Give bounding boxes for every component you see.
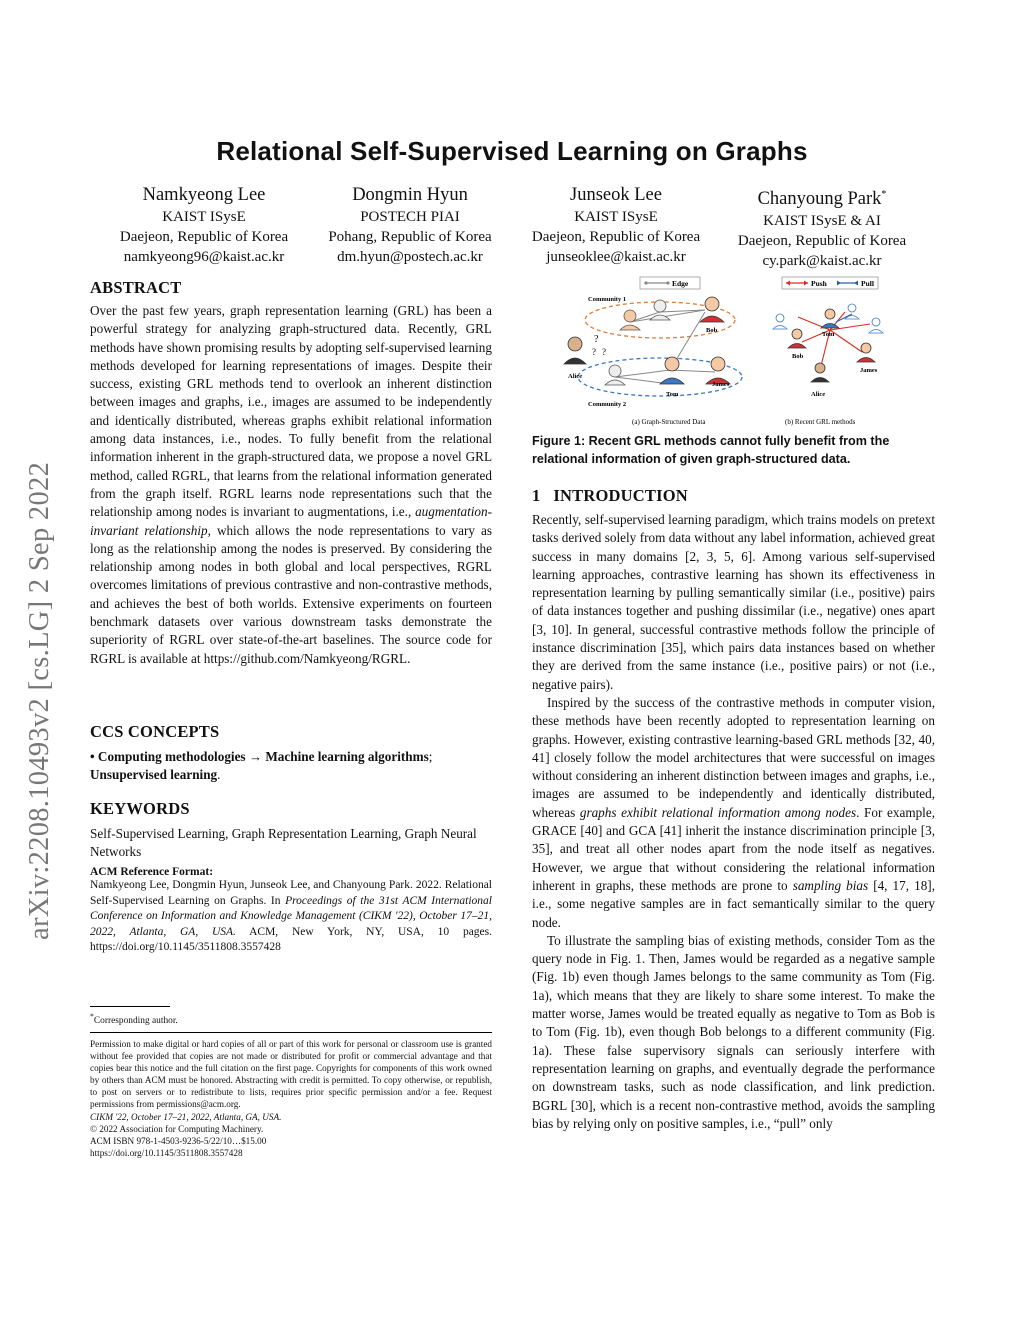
bob-icon <box>700 297 724 322</box>
isbn-line: ACM ISBN 978-1-4503-9236-5/22/10…$15.00 <box>90 1135 267 1146</box>
question-mark: ? <box>594 334 599 345</box>
person-head <box>654 300 666 312</box>
permission-block <box>90 1038 492 1159</box>
figure-1 <box>540 272 940 432</box>
person-head <box>776 314 784 322</box>
graph-edge <box>670 370 715 372</box>
author-affiliation: POSTECH PIAI <box>360 209 460 225</box>
person-body <box>773 326 787 330</box>
author-email[interactable]: namkyeong96@kaist.ac.kr <box>123 249 285 265</box>
author-affiliation: KAIST ISysE & AI <box>763 213 881 230</box>
permission-text: Permission to make digital or hard copies of all or part of this work for personal or classroom use is granted without fee provided that copies are not made or distributed for profit or commercial advantage and that copies bear this notice and the full citation on the first page. Copyrights for components of this work owned by others than ACM must be honored. Abstracting with credit is permitted. To copy otherwise, or republish, to post on servers or to redistribute to lists, requires prior specific permission and/or a fee. Request permissions from permissions@acm.org. <box>90 1039 492 1110</box>
pull-arrow <box>836 314 852 322</box>
person-icon <box>650 300 670 320</box>
author-affiliation: KAIST ISysE <box>574 209 658 225</box>
push-legend-label: Push <box>811 279 827 288</box>
figure-1-graphic <box>540 272 940 432</box>
tom-label: Tom <box>666 391 679 398</box>
alice-label: Alice <box>568 373 583 380</box>
intro-paragraph-2: Inspired by the success of the contrastive methods in computer vision, these methods have been recently adopted to representation learning on graphs. However, existing contrastive learning-based GRL methods [32, 40, 41] closely follow the model architectures that were successful on images without considering an inherent distinction between images and graphs, i.e., images are assumed to be independently and identically distributed, whereas graphs exhibit relational information among nodes. For example, GRACE [40] and GCA [41] inherit the instance discrimination principle [3, 35], and treat all other nodes apart from the node itself as negatives. However, we argue that without considering the relational information inherent in graphs, these methods are prone to sampling bias [4, 17, 18], i.e., some negative samples are in fact semantically similar to the query node. <box>532 694 935 930</box>
james-icon <box>706 357 730 384</box>
figure-1-caption: Figure 1: Recent GRL methods cannot fully benefit from the relational information of given graph-structured data. <box>532 434 890 466</box>
venue-line: CIKM '22, October 17–21, 2022, Atlanta, GA, USA. <box>90 1111 282 1122</box>
person-body <box>821 324 839 329</box>
alice-icon <box>564 337 586 364</box>
permission-rule <box>90 1032 492 1033</box>
pull-legend-label: Pull <box>861 279 874 288</box>
author-email[interactable]: junseoklee@kaist.ac.kr <box>546 249 686 265</box>
acm-reference-heading: ACM Reference Format: <box>90 866 214 878</box>
keywords-text: Self-Supervised Learning, Graph Representation Learning, Graph Neural Networks <box>90 826 477 860</box>
author-location: Daejeon, Republic of Korea <box>119 229 289 245</box>
introduction-heading: 1 INTRODUCTION <box>532 486 688 505</box>
figure-caption <box>532 433 935 468</box>
intro-paragraph-1: Recently, self-supervised learning paradigm, which trains models on pretext tasks derived solely from data without any label information, achieved great success in many domains [2, 3, 5, 6]. Among various self-supervised learning approaches, contrastive learning has shown its effectiveness in representation learning by pulling semantically similar (i.e., positive) pairs of data instances together and pushing dissimilar (i.e., negative) ones apart [3, 10]. In general, successful contrastive methods follow the principle of instance discrimination [35], which pairs data instances based on whether they are derived from the same instance (i.e., positive pairs) or not (i.e., negative pairs). <box>532 512 935 692</box>
person-body <box>605 380 625 385</box>
author-name: Junseok Lee <box>570 185 662 205</box>
alice-icon <box>811 363 829 382</box>
keywords-section <box>90 799 492 862</box>
person-head <box>609 365 621 377</box>
alice-label-b: Alice <box>811 391 826 398</box>
person-body <box>857 358 875 363</box>
footnote-rule <box>90 1006 170 1007</box>
person-head <box>848 304 856 312</box>
bob-label: Bob <box>706 327 718 334</box>
person-body <box>564 358 586 364</box>
person-body <box>788 344 806 349</box>
person-head <box>705 297 719 311</box>
author-block <box>310 183 510 267</box>
author-affiliation: KAIST ISysE <box>162 209 246 225</box>
james-label: James <box>712 381 730 388</box>
edge-legend-dot <box>666 281 669 284</box>
person-head <box>825 309 835 319</box>
acm-reference <box>90 866 492 956</box>
graph-edge <box>615 370 670 377</box>
footnote-text: *Corresponding author. <box>90 1012 178 1027</box>
question-mark: ? <box>602 347 606 357</box>
author-block <box>722 183 922 271</box>
bob-label-b: Bob <box>792 353 804 360</box>
subfigure-a-label: (a) Graph-Structured Data <box>632 418 706 426</box>
author-name: Namkyeong Lee <box>142 185 266 205</box>
person-head <box>872 318 880 326</box>
author-location: Daejeon, Republic of Korea <box>737 233 907 250</box>
edge-legend-dot <box>644 281 647 284</box>
person-body <box>700 316 724 322</box>
author-name: Chanyoung Park* <box>757 189 887 210</box>
subfigure-b-label: (b) Recent GRL methods <box>785 418 856 426</box>
abstract-text: Over the past few years, graph representation learning (GRL) has been a powerful strategy for analyzing graph-structured data. Recently, GRL methods have shown promising results by adopting self-supervised learning methods developed for learning representations of images. Despite their success, existing GRL methods tend to overlook an inherent distinction between images and graphs, i.e., images are assumed to be independently and identically distributed, whereas graphs exhibit relational information among data instances, i.e., nodes. To fully benefit from the relational information inherent in the graph-structured data, we propose a novel GRL method, called RGRL, that learns from the relational information generated from the graph itself. RGRL learns node representations such that the relationship among nodes is invariant to augmentations, i.e., augmentation-invariant relationship, which allows the node representations to vary as long as the relationship among the nodes is preserved. By considering the relationship among nodes in both global and local perspectives, RGRL overcomes limitations of previous contrastive and non-contrastive methods, and achieves the best of both worlds. Extensive experiments on fourteen benchmark datasets over various downstream tasks demonstrate the superiority of RGRL over state-of-the-art baselines. The source code for RGRL is available at https://github.com/Namkyeong/RGRL. <box>90 303 492 666</box>
intro-paragraph-3: To illustrate the sampling bias of existing methods, consider Tom as the query node in Fig. 1. Then, James would be regarded as a negative sample (Fig. 1b) even though James belongs to the same community as Tom (Fig. 1a), which means that they are likely to share some interest. To make the matter worse, James would be treated equally as negative to Tom as Bob is to Tom (Fig. 1b), even though Bob belongs to a different community (Fig. 1a). These false supervisory signals can seriously interfere with representation learning on graphs, and eventually degrade the performance on downstream tasks, such as node classification, and link prediction. BGRL [30], which is a recent non-contrastive method, avoids the sampling bias by relying only on positive samples, i.e., “pull” only <box>532 932 935 1131</box>
abstract-heading: ABSTRACT <box>90 278 182 297</box>
community-2-label: Community 2 <box>588 401 627 408</box>
person-head <box>792 329 802 339</box>
push-arrow <box>830 330 862 352</box>
person-body <box>811 378 829 383</box>
ccs-heading: CCS CONCEPTS <box>90 722 220 741</box>
author-email[interactable]: cy.park@kaist.ac.kr <box>762 253 882 270</box>
corresponding-mark: * <box>881 189 887 200</box>
bob-icon <box>788 329 806 348</box>
ccs-text: • Computing methodologies → Machine learning algorithms; Unsupervised learning. <box>90 749 433 783</box>
tom-icon <box>821 309 839 328</box>
person-body <box>620 325 640 330</box>
footnote <box>90 1012 492 1026</box>
james-label-b: James <box>860 367 878 374</box>
author-location: Pohang, Republic of Korea <box>328 229 492 245</box>
person-head <box>861 343 871 353</box>
edge-legend-label: Edge <box>672 279 689 288</box>
question-mark: ? <box>592 347 596 357</box>
person-head <box>665 357 679 371</box>
tom-label-b: Tom <box>822 331 835 338</box>
community-1-label: Community 1 <box>588 296 627 303</box>
introduction-section <box>532 486 935 1133</box>
doi-line[interactable]: https://doi.org/10.1145/3511808.3557428 <box>90 1147 243 1158</box>
person-body <box>660 378 684 384</box>
person-body <box>869 330 883 334</box>
acm-reference-text: Namkyeong Lee, Dongmin Hyun, Junseok Lee, and Chanyoung Park. 2022. Relational Self-Supervised Learning on Graphs. In Proceedings of the 31st ACM International Conference on Information and Knowledge Management (CIKM '22), October 17–21, 2022, Atlanta, GA, USA. ACM, New York, NY, USA, 10 pages. https://doi.org/10.1145/3511808.3557428 <box>90 879 493 954</box>
author-block <box>510 183 722 267</box>
copyright-line: © 2022 Association for Computing Machinery. <box>90 1123 264 1134</box>
person-head <box>568 337 582 351</box>
person-head <box>711 357 725 371</box>
author-block <box>98 183 310 267</box>
keywords-heading: KEYWORDS <box>90 799 190 818</box>
paper-title: Relational Self-Supervised Learning on Graphs <box>216 136 808 166</box>
person-icon <box>605 365 625 385</box>
person-head <box>815 363 825 373</box>
author-location: Daejeon, Republic of Korea <box>531 229 701 245</box>
arxiv-id: arXiv:2208.10493v2 [cs.LG] 2 Sep 2022 <box>24 461 55 940</box>
arxiv-stamp <box>10 360 70 940</box>
person-head <box>624 310 636 322</box>
ccs-section <box>90 722 492 785</box>
author-email[interactable]: dm.hyun@postech.ac.kr <box>337 249 483 265</box>
abstract-section <box>90 278 492 668</box>
james-icon <box>857 343 875 362</box>
author-name: Dongmin Hyun <box>352 185 468 205</box>
